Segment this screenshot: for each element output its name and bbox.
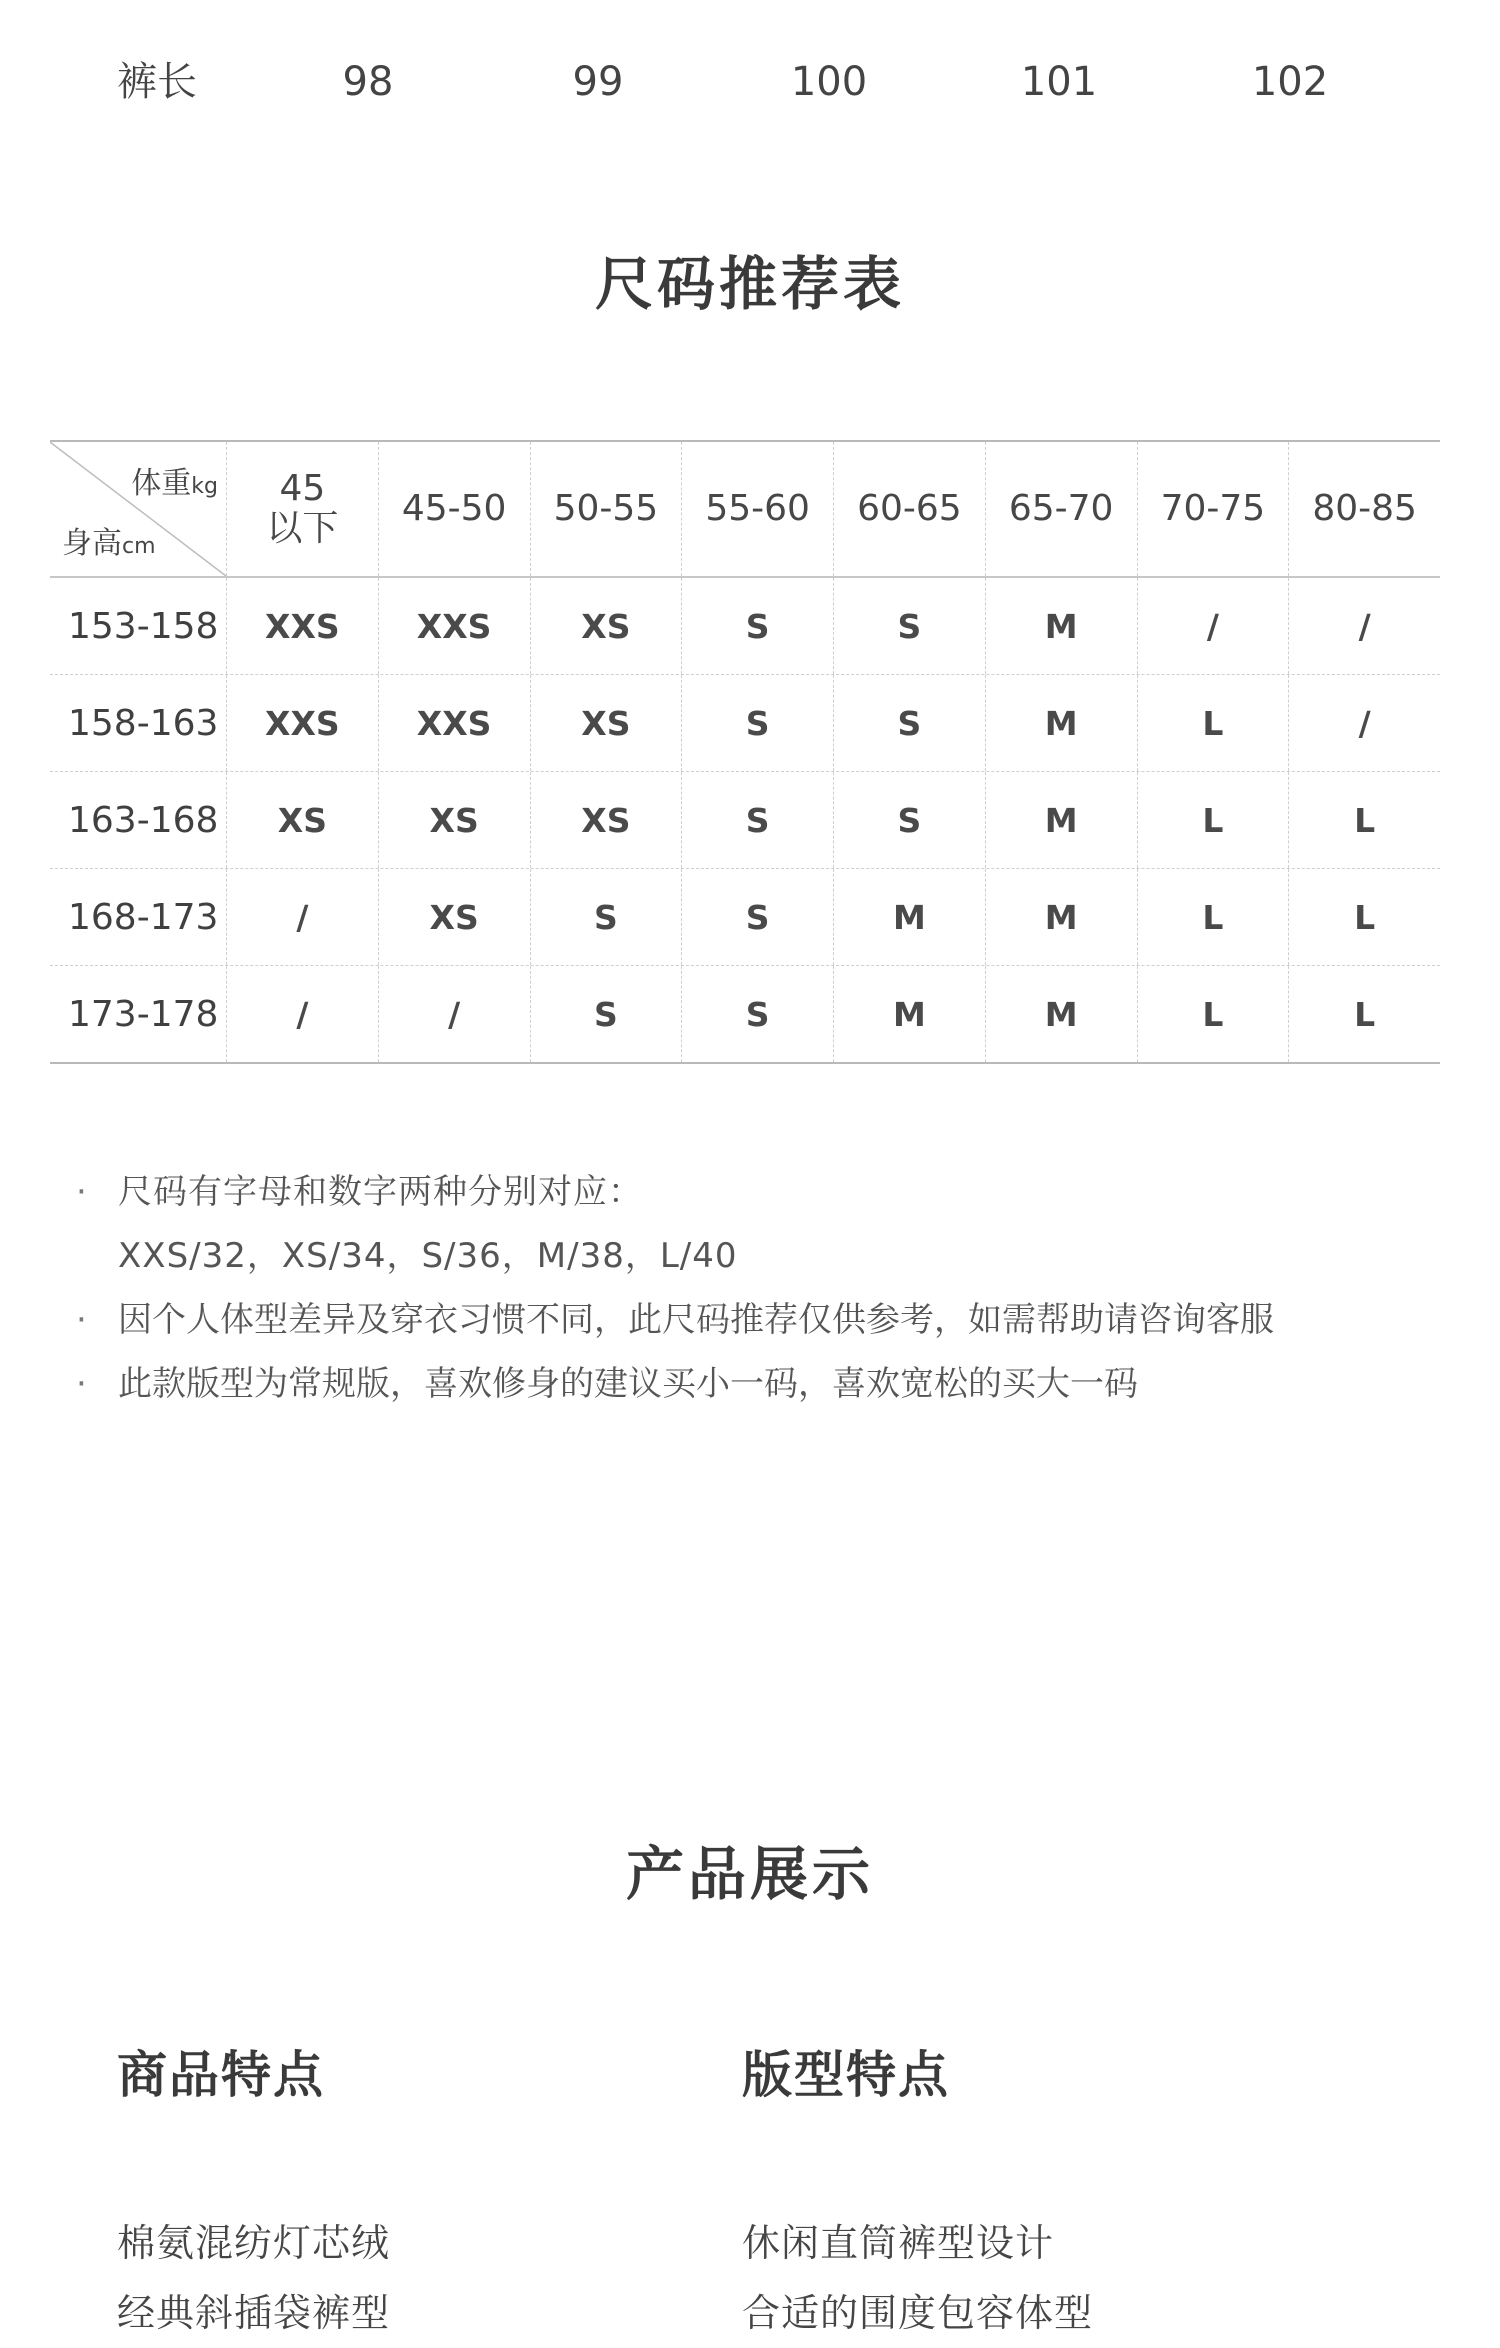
pants-length-value: 102	[1251, 59, 1329, 105]
note-item	[70, 1160, 1450, 1288]
height-row-header: 158-163	[68, 702, 219, 744]
note-text: 此款版型为常规版，喜欢修身的建议买小一码，喜欢宽松的买大一码	[118, 1364, 1138, 1404]
size-cell: XXS	[226, 675, 378, 771]
size-cell: S	[681, 869, 833, 965]
weight-column-header	[226, 442, 378, 576]
list-item: 经典斜插袋裤型	[117, 2291, 391, 2335]
size-cell: S	[833, 578, 985, 674]
weight-column-label: 以下	[266, 508, 339, 549]
size-cell: L	[1137, 772, 1289, 868]
size-cell: XS	[530, 675, 682, 771]
size-cell: M	[985, 578, 1137, 674]
pants-length-row	[0, 52, 1500, 112]
size-cell: XS	[378, 869, 530, 965]
note-item	[70, 1352, 1450, 1416]
fit-features-title: 版型特点	[742, 2046, 950, 2104]
table-row	[50, 966, 1440, 1062]
size-cell: L	[1288, 772, 1440, 868]
table-row	[50, 869, 1440, 966]
height-row-header: 163-168	[68, 799, 219, 841]
size-cell: S	[530, 869, 682, 965]
note-text: XXS/32，XS/34，S/36，M/38，L/40	[118, 1236, 738, 1276]
table-row	[50, 772, 1440, 869]
table-row	[50, 578, 1440, 675]
feature-list	[117, 2208, 717, 2348]
size-recommendation-title: 尺码推荐表	[594, 250, 905, 318]
weight-column-header: 60-65	[833, 442, 985, 576]
size-cell: S	[833, 675, 985, 771]
height-row-header: 153-158	[68, 605, 219, 647]
feature-list	[742, 2208, 1342, 2348]
size-cell: M	[985, 675, 1137, 771]
size-cell: XS	[378, 772, 530, 868]
size-cell: XS	[530, 772, 682, 868]
weight-column-header: 65-70	[985, 442, 1137, 576]
height-axis-label: 身高cm	[62, 526, 156, 561]
product-features	[117, 2040, 717, 2348]
size-cell: /	[378, 966, 530, 1062]
note-text: 因个人体型差异及穿衣习惯不同，此尺码推荐仅供参考，如需帮助请咨询客服	[118, 1300, 1274, 1340]
pants-length-value: 101	[1020, 59, 1098, 105]
size-cell: M	[985, 869, 1137, 965]
weight-column-label: 45	[279, 468, 326, 509]
note-text: 尺码有字母和数字两种分别对应：	[118, 1172, 643, 1212]
size-cell: M	[985, 772, 1137, 868]
product-features-title: 商品特点	[117, 2046, 325, 2104]
weight-column-header: 80-85	[1288, 442, 1440, 576]
pants-length-value: 100	[790, 59, 868, 105]
weight-axis-label: 体重kg	[131, 466, 218, 501]
size-cell: M	[985, 966, 1137, 1062]
size-cell: S	[530, 966, 682, 1062]
weight-column-header: 45-50	[378, 442, 530, 576]
size-cell: S	[681, 675, 833, 771]
size-cell: L	[1288, 869, 1440, 965]
size-cell: L	[1137, 869, 1289, 965]
pants-length-value: 98	[342, 59, 394, 105]
size-cell: M	[833, 966, 985, 1062]
size-cell: /	[1137, 578, 1289, 674]
bullet-dot: ·	[76, 1364, 87, 1404]
table-row	[50, 675, 1440, 772]
note-item	[70, 1288, 1450, 1352]
height-row-header: 168-173	[68, 896, 219, 938]
product-display-title: 产品展示	[625, 1840, 874, 1908]
size-cell: S	[833, 772, 985, 868]
size-cell: /	[226, 966, 378, 1062]
size-notes	[70, 1160, 1450, 1416]
size-cell: XXS	[378, 675, 530, 771]
size-cell: L	[1137, 675, 1289, 771]
weight-column-header: 55-60	[681, 442, 833, 576]
weight-column-header: 50-55	[530, 442, 682, 576]
table-corner-cell	[50, 442, 226, 576]
size-cell: /	[226, 869, 378, 965]
size-cell: L	[1137, 966, 1289, 1062]
size-cell: XXS	[378, 578, 530, 674]
size-cell: /	[1288, 675, 1440, 771]
size-cell: L	[1288, 966, 1440, 1062]
weight-column-header: 70-75	[1137, 442, 1289, 576]
size-cell: S	[681, 772, 833, 868]
size-recommendation-table	[50, 440, 1440, 1064]
size-cell: S	[681, 578, 833, 674]
size-cell: M	[833, 869, 985, 965]
size-cell: /	[1288, 578, 1440, 674]
list-item: 合适的围度包容体型	[742, 2291, 1094, 2335]
fit-features	[742, 2040, 1342, 2348]
size-cell: S	[681, 966, 833, 1062]
bullet-dot: ·	[76, 1300, 87, 1340]
height-row-header: 173-178	[68, 993, 219, 1035]
table-header-row	[50, 442, 1440, 578]
size-cell: XS	[530, 578, 682, 674]
pants-length-value: 99	[572, 59, 624, 105]
size-cell: XS	[226, 772, 378, 868]
list-item: 棉氨混纺灯芯绒	[117, 2221, 391, 2265]
bullet-dot: ·	[76, 1172, 87, 1212]
size-cell: XXS	[226, 578, 378, 674]
list-item: 休闲直筒裤型设计	[742, 2221, 1055, 2265]
pants-length-label: 裤长	[117, 59, 197, 105]
